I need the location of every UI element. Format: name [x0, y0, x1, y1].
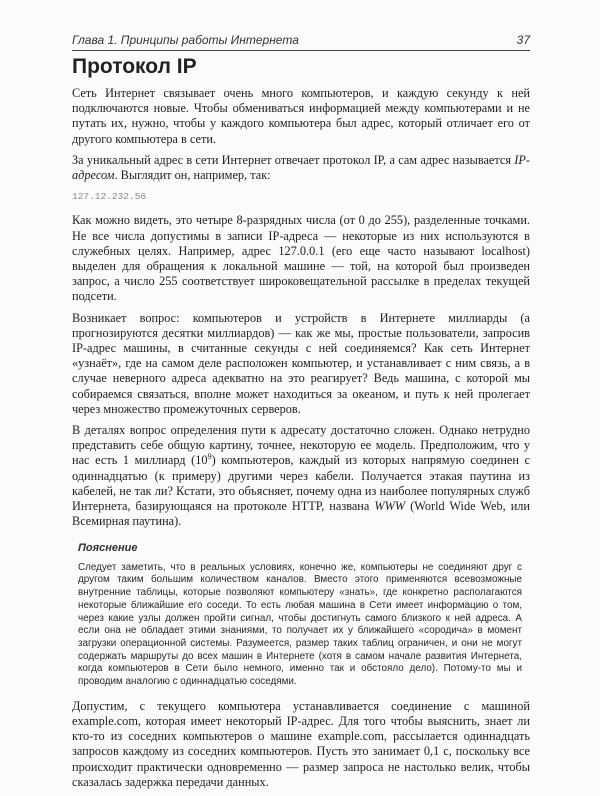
- code-example: 127.12.232.56: [72, 191, 147, 203]
- paragraph-2: За уникальный адрес в сети Интернет отвечает протокол IP, а сам адрес называется IP-адресом. Выглядит он, например, так:: [72, 152, 530, 183]
- note-box: [78, 541, 530, 688]
- chapter-title: Глава 1. Принципы работы Интернета: [72, 33, 299, 47]
- term-www: WWW: [374, 499, 406, 514]
- page-number: 37: [516, 33, 530, 47]
- body-text: [72, 86, 530, 796]
- note-text: Следует заметить, что в реальных условиях, конечно же, компьютеры не соединяют друг с другом таким большим количеством каналов. Вместо этого применяются всевозможные внутренние таблицы, которые позволяют компьютеру «знать», где конкретно располагаются некоторые ближайшие его соседи. То есть любая машина в Сети имеет информацию о том, через какие узлы должен пройти сигнал, чтобы достигнуть самого близкого к ней адреса. А если она не обладает этими знаниями, то получает их у ближайшего «сородича» в момент загрузки операционной системы. Разумеется, размер таких таблиц ограничен, и они не могут содержать маршруты до всех машин в Интернете (хотя в самом начале развития Интернета, когда компьютеров в Сети было немного, именно так и обстояло дело). Потому-то мы и проводим аналогию с одиннадцатью соседями.: [78, 561, 522, 688]
- running-header: [72, 33, 530, 51]
- paragraph-3: Как можно видеть, это четыре 8-разрядных числа (от 0 до 255), разделенные точками. Не все числа допустимы в записи IP-адреса — некоторые из них используются в служебных целях. Например, адрес 127.0.0.1 (его еще часто называют localhost) выделен для обращения к локальной машине — той, на которой был произведен запрос, а число 255 соответствует широковещательной рассылке в пределах текущей подсети.: [72, 213, 530, 304]
- paragraph-6: Допустим, с текущего компьютера устанавливается соединение с машиной example.com, которая имеет некоторый IP-адрес. Для того чтобы выяснить, знает ли кто-то из соседних компьютеров о машине example.com, рассылается одиннадцать запросов каждому из соседних компьютеров. Пусть это занимает 0,1 с, поскольку все происходит практически одновременно — размер запроса не настолько велик, чтобы сказалась задержка передачи данных.: [72, 698, 530, 789]
- exponent: 9: [207, 452, 212, 462]
- section-title: Протокол IP: [72, 55, 197, 78]
- note-title: Пояснение: [78, 542, 138, 555]
- term-ip-address: IP-адресом: [72, 152, 530, 183]
- paragraph-5: В деталях вопрос определения пути к адресату достаточно сложен. Однако нетрудно представить себе общую картину, точнее, некоторую ее модель. Предположим, что у нас есть 1 миллиард $(10^9)$ компьютеров, каждый из которых напрямую соединен с одиннадцатью (к примеру) другими через кабели. Получается этакая паутина из кабелей, не так ли? Кстати, это объясняет, почему одна из наиболее популярных служб Интернета, базирующаяся на протоколе HTTP, названа WWW (World Wide Web, или Всемирная паутина).: [72, 423, 530, 529]
- paragraph-4: Возникает вопрос: компьютеров и устройств в Интернете миллиарды (а прогнозируются десятки миллиардов) — как же мы, простые пользователи, запросив IP-адрес машины, в считанные секунды с ней соединяемся? Как сеть Интернет «узнаёт», где на самом деле расположен компьютер, и устанавливает с ним связь, а в случае неверного адреса адекватно на это реагирует? Ведь машина, с которой мы собираемся связаться, вполне может находиться за океаном, и путь к ней пролегает через множество промежуточных серверов.: [72, 310, 530, 416]
- paragraph-1: Сеть Интернет связывает очень много компьютеров, и каждую секунду к ней подключаются новые. Чтобы обмениваться информацией между компьютерами и не путать их, нужно, чтобы у каждого компьютера был адрес, который отличает его от другого компьютера в сети.: [72, 86, 530, 146]
